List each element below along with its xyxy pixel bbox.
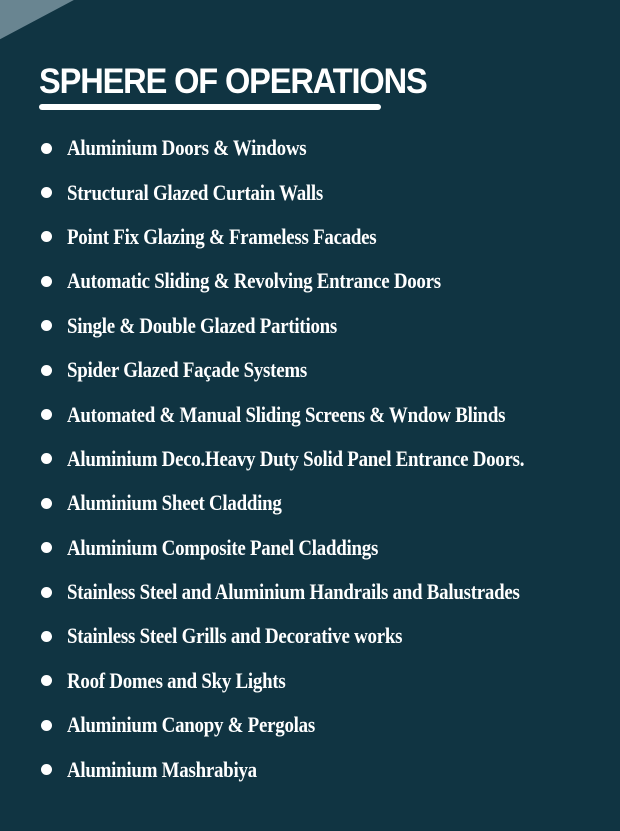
service-label: Automated & Manual Sliding Screens & Wndow Blinds (67, 401, 506, 427)
list-item (38, 526, 613, 570)
list-item (38, 747, 613, 791)
service-label: Aluminium Composite Panel Claddings (67, 534, 379, 560)
list-item (38, 126, 613, 170)
bullet-icon (41, 631, 52, 642)
list-item (38, 259, 613, 303)
bullet-icon (41, 231, 52, 242)
services-list (38, 126, 613, 792)
service-label: Aluminium Sheet Cladding (67, 490, 282, 516)
title-underline (39, 104, 381, 110)
service-label: Spider Glazed Façade Systems (67, 357, 307, 383)
bullet-icon (41, 720, 52, 731)
list-item (38, 304, 613, 348)
bullet-icon (41, 542, 52, 553)
list-item (38, 703, 613, 747)
service-label: Aluminium Mashrabiya (67, 756, 257, 782)
service-label: Aluminium Doors & Windows (67, 135, 307, 161)
bullet-icon (41, 764, 52, 775)
list-item (38, 348, 613, 392)
bullet-icon (41, 498, 52, 509)
bullet-icon (41, 587, 52, 598)
service-label: Roof Domes and Sky Lights (67, 667, 286, 693)
list-item (38, 570, 613, 614)
page-title: SPHERE OF OPERATIONS (39, 62, 427, 101)
service-label: Stainless Steel Grills and Decorative works (67, 623, 403, 649)
list-item (38, 659, 613, 703)
service-label: Point Fix Glazing & Frameless Facades (67, 223, 377, 249)
bullet-icon (41, 320, 52, 331)
bullet-icon (41, 409, 52, 420)
bullet-icon (41, 143, 52, 154)
service-label: Single & Double Glazed Partitions (67, 312, 338, 338)
corner-decoration (0, 0, 95, 41)
list-item (38, 481, 613, 525)
service-label: Aluminium Canopy & Pergolas (67, 712, 315, 738)
bullet-icon (41, 675, 52, 686)
list-item (38, 170, 613, 214)
list-item (38, 215, 613, 259)
service-label: Aluminium Deco.Heavy Duty Solid Panel Entrance Doors. (67, 445, 525, 471)
list-item (38, 437, 613, 481)
service-label: Stainless Steel and Aluminium Handrails and Balustrades (67, 579, 520, 605)
bullet-icon (41, 365, 52, 376)
list-item (38, 392, 613, 436)
service-label: Structural Glazed Curtain Walls (67, 179, 324, 205)
service-label: Automatic Sliding & Revolving Entrance Doors (67, 268, 441, 294)
bullet-icon (41, 187, 52, 198)
bullet-icon (41, 276, 52, 287)
title-block (39, 62, 456, 102)
bullet-icon (41, 453, 52, 464)
list-item (38, 614, 613, 658)
